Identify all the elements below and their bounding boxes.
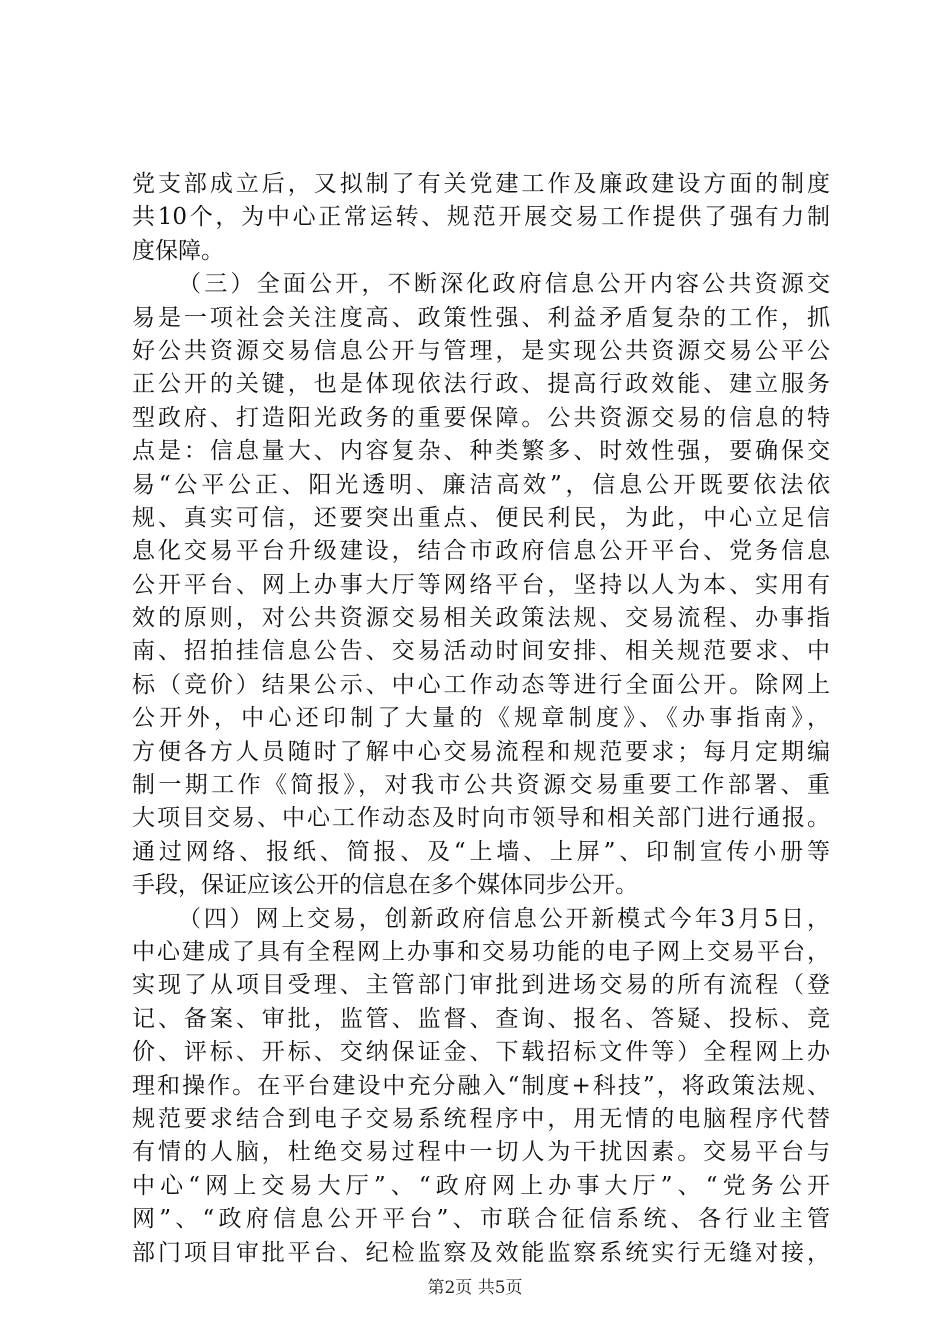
text-line: 度保障。 xyxy=(132,237,224,264)
text-line: 标（竞价）结果公示、中心工作动态等进行全面公开。除网上 xyxy=(132,671,830,698)
text-line: 易是一项社会关注度高、政策性强、利益矛盾复杂的工作，抓 xyxy=(132,304,830,331)
text-line: 好公共资源交易信息公开与管理，是实现公共资源交易公平公 xyxy=(132,337,830,364)
text-line: 南、招拍挂信息公告、交易活动时间安排、相关规范要求、中 xyxy=(132,638,830,665)
text-line: 理和操作。在平台建设中充分融入“制度+科技”，将政策法规、 xyxy=(132,1072,830,1099)
text-line: 网”、“政府信息公开平台”、市联合征信系统、各行业主管 xyxy=(132,1206,830,1233)
text-line: 效的原则，对公共资源交易相关政策法规、交易流程、办事指 xyxy=(132,605,830,632)
text-line: 型政府、打造阳光政务的重要保障。公共资源交易的信息的特 xyxy=(132,404,830,431)
text-line: 中心建成了具有全程网上办事和交易功能的电子网上交易平台， xyxy=(132,938,830,965)
text-line: 规、真实可信，还要突出重点、便民利民，为此，中心立足信 xyxy=(132,504,830,531)
text-line: 方便各方人员随时了解中心交易流程和规范要求；每月定期编 xyxy=(132,738,830,765)
text-line: 价、评标、开标、交纳保证金、下载招标文件等）全程网上办 xyxy=(132,1039,830,1066)
text-line: 手段，保证应该公开的信息在多个媒体同步公开。 xyxy=(132,872,638,899)
text-line: 通过网络、报纸、简报、及“上墙、上屏”、印制宣传小册等 xyxy=(132,838,830,865)
text-line: 共10个，为中心正常运转、规范开展交易工作提供了强有力制 xyxy=(132,204,830,231)
text-line: 制一期工作《简报》，对我市公共资源交易重要工作部署、重 xyxy=(132,772,830,799)
text-line: 正公开的关键，也是体现依法行政、提高行政效能、建立服务 xyxy=(132,371,830,398)
text-line: 部门项目审批平台、纪检监察及效能监察系统实行无缝对接， xyxy=(132,1239,830,1266)
text-line: （四）网上交易，创新政府信息公开新模式今年3月5日， xyxy=(178,905,830,932)
text-line: 记、备案、审批，监管、监督、查询、报名、答疑、投标、竞 xyxy=(132,1005,830,1032)
document-body xyxy=(132,168,830,1270)
text-line: （三）全面公开，不断深化政府信息公开内容公共资源交 xyxy=(178,271,830,298)
text-line: 公开外，中心还印制了大量的《规章制度》、《办事指南》， xyxy=(132,705,830,732)
text-line: 息化交易平台升级建设，结合市政府信息公开平台、党务信息 xyxy=(132,538,830,565)
text-line: 规范要求结合到电子交易系统程序中，用无情的电脑程序代替 xyxy=(132,1105,830,1132)
text-line: 实现了从项目受理、主管部门审批到进场交易的所有流程（登 xyxy=(132,972,830,999)
text-line: 点是：信息量大、内容复杂、种类繁多、时效性强，要确保交 xyxy=(132,438,830,465)
text-line: 党支部成立后，又拟制了有关党建工作及廉政建设方面的制度 xyxy=(132,171,830,197)
text-line: 公开平台、网上办事大厅等网络平台，坚持以人为本、实用有 xyxy=(132,571,830,598)
page-footer: 第2页 共5页 xyxy=(427,1278,523,1298)
text-line: 大项目交易、中心工作动态及时向市领导和相关部门进行通报。 xyxy=(132,805,830,832)
text-line: 易“公平公正、阳光透明、廉洁高效”，信息公开既要依法依 xyxy=(132,471,830,498)
text-line: 有情的人脑，杜绝交易过程中一切人为干扰因素。交易平台与 xyxy=(132,1139,830,1166)
text-line: 中心“网上交易大厅”、“政府网上办事大厅”、“党务公开 xyxy=(132,1172,830,1199)
